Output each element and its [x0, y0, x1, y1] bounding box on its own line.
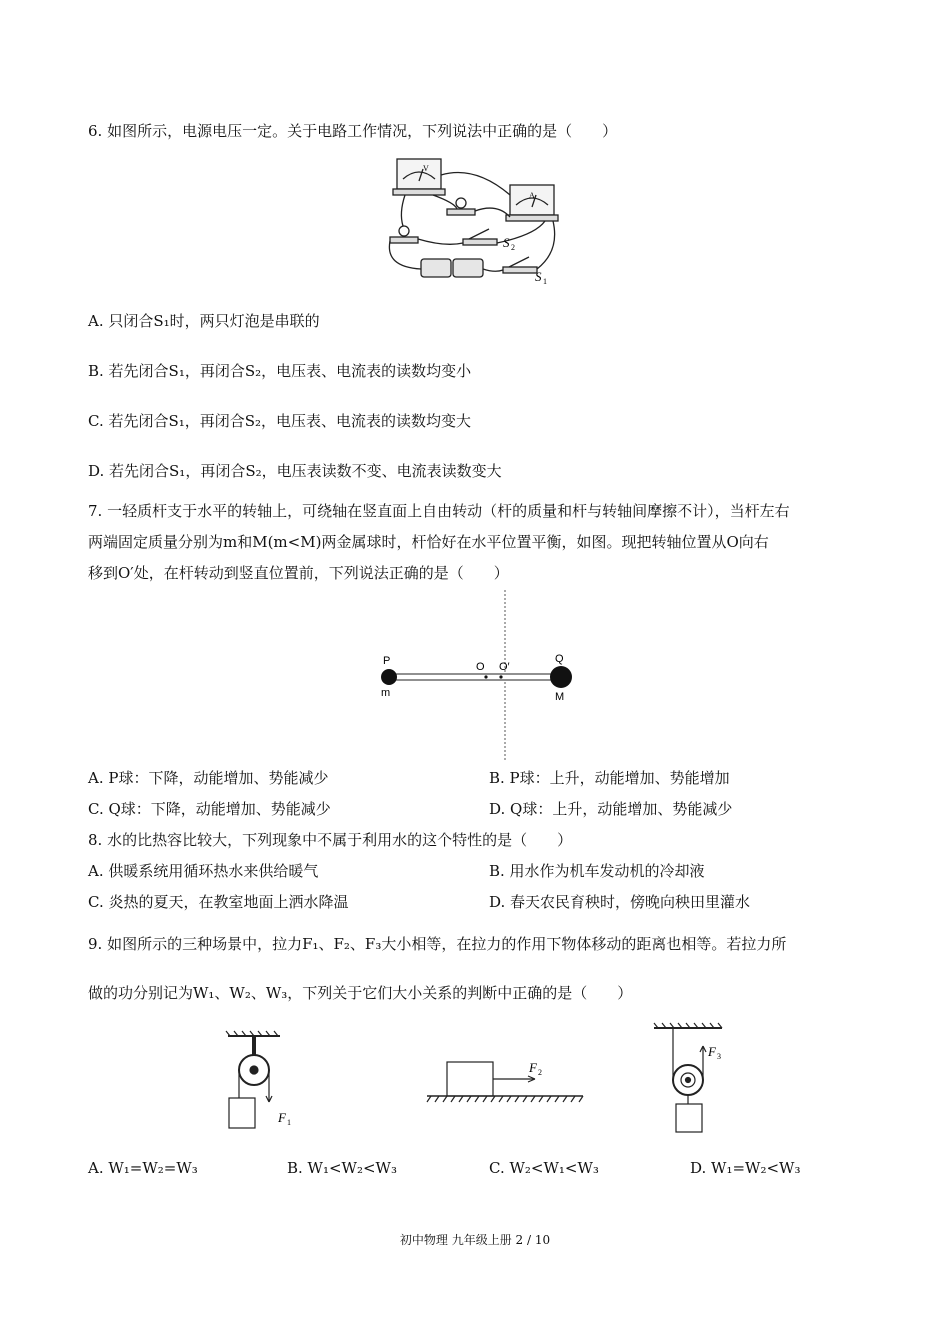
q9-option-a: A. W₁=W₂=W₃: [88, 1159, 198, 1177]
q6-option-b: B. 若先闭合S₁，再闭合S₂，电压表、电流表的读数均变小: [88, 362, 472, 380]
f3-sub: 3: [717, 1052, 721, 1061]
q7-option-a: A. P球：下降，动能增加、势能减少: [88, 769, 329, 787]
f3-label: F: [708, 1044, 716, 1059]
q9-stem-line1: 9. 如图所示的三种场景中，拉力F₁、F₂、F₃大小相等，在拉力的作用下物体移动的距离也相等。若拉力所: [88, 935, 787, 953]
q6-option-d: D. 若先闭合S₁，再闭合S₂，电压表读数不变、电流表读数变大: [88, 462, 502, 480]
q9-option-c: C. W₂<W₁<W₃: [489, 1159, 599, 1177]
q6-circuit-figure: [385, 155, 560, 285]
page-footer: 初中物理 九年级上册 2 / 10: [399, 1233, 551, 1247]
ammeter-label: A: [529, 191, 535, 200]
q6-option-c: C. 若先闭合S₁，再闭合S₂，电压表、电流表的读数均变大: [88, 412, 472, 430]
q7-stem-line1: 7. 一轻质杆支于水平的转轴上，可绕轴在竖直面上自由转动（杆的质量和杆与转轴间摩擦不计），当杆左右: [88, 502, 790, 520]
q7-stem-line3: 移到O′处，在杆转动到竖直位置前，下列说法正确的是（ ）: [88, 564, 509, 582]
q9-horizontal-pull-figure: [425, 1055, 585, 1110]
q7-option-d: D. Q球：上升，动能增加、势能减少: [489, 800, 733, 818]
q9-option-b: B. W₁<W₂<W₃: [287, 1159, 397, 1177]
q8-option-b: B. 用水作为机车发动机的冷却液: [489, 862, 705, 880]
q7-stem-line2: 两端固定质量分别为m和M(m<M)两金属球时，杆恰好在水平位置平衡，如图。现把转轴位置从O向右: [88, 533, 769, 551]
s2-sub: 2: [511, 243, 515, 252]
label-m: m: [381, 687, 391, 699]
q7-lever-figure: [375, 590, 575, 760]
s1-sub: 1: [543, 277, 547, 286]
q6-stem: 6. 如图所示，电源电压一定。关于电路工作情况，下列说法中正确的是（ ）: [88, 122, 618, 140]
label-o-prime: O′: [499, 661, 510, 673]
f1-label: F: [278, 1110, 286, 1125]
label-q: Q: [555, 653, 564, 665]
q9-stem-line2: 做的功分别记为W₁、W₂、W₃，下列关于它们大小关系的判断中正确的是（ ）: [88, 984, 633, 1002]
label-p: P: [383, 655, 391, 667]
q9-fixed-pulley-figure: [220, 1030, 310, 1130]
f1-sub: 1: [287, 1118, 291, 1127]
s2-label: S: [503, 235, 510, 250]
q9-movable-pulley-figure: [650, 1022, 740, 1137]
q8-option-c: C. 炎热的夏天，在教室地面上洒水降温: [88, 893, 349, 911]
q9-option-d: D. W₁=W₂<W₃: [690, 1159, 801, 1177]
f2-sub: 2: [538, 1068, 542, 1077]
ball-p: [381, 669, 397, 685]
q8-option-d: D. 春天农民育秧时，傍晚向秧田里灌水: [489, 893, 751, 911]
label-o: O: [476, 661, 485, 673]
q8-option-a: A. 供暖系统用循环热水来供给暖气: [88, 862, 319, 880]
q7-option-b: B. P球：上升，动能增加、势能增加: [489, 769, 730, 787]
q8-stem: 8. 水的比热容比较大，下列现象中不属于利用水的这个特性的是（ ）: [88, 831, 573, 849]
q7-option-c: C. Q球：下降，动能增加、势能减少: [88, 800, 331, 818]
ball-q: [550, 666, 572, 688]
f2-label: F: [529, 1060, 537, 1075]
voltmeter-label: V: [423, 164, 429, 173]
label-big-m: M: [555, 691, 565, 703]
q6-option-a: A. 只闭合S₁时，两只灯泡是串联的: [88, 312, 320, 330]
s1-label: S: [535, 269, 542, 284]
